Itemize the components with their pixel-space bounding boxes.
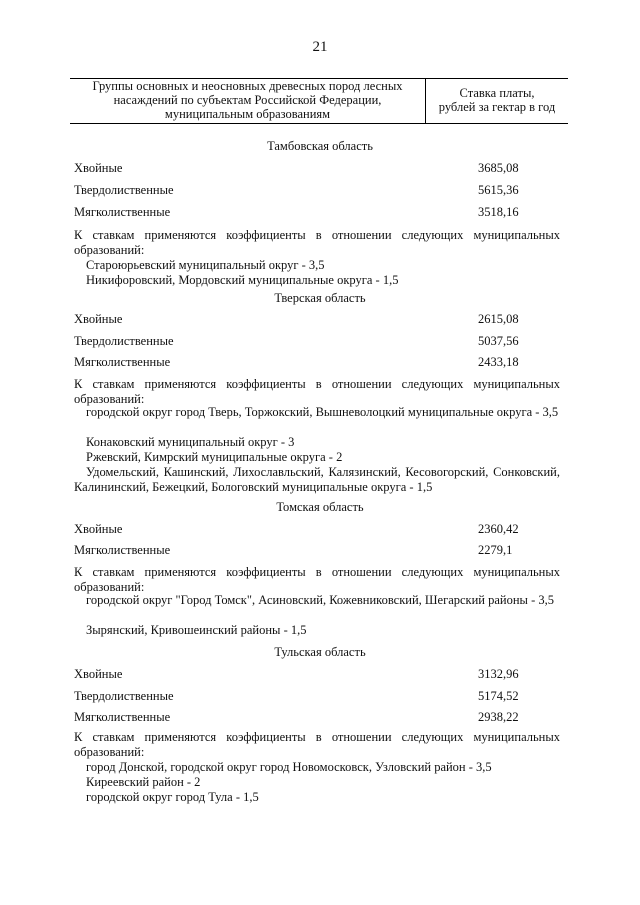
coefficient-intro: К ставкам применяются коэффициенты в отношении следующих муниципальных образований:	[74, 730, 560, 759]
header-line: рублей за гектар в год	[438, 100, 556, 114]
species-label: Мягколиственные	[74, 543, 171, 557]
header-line: насаждений по субъектам Российской Федерации,	[113, 93, 382, 107]
rate-value: 2279,1	[478, 543, 513, 557]
coefficient-item: Ржевский, Кимрский муниципальные округа - 2	[86, 450, 343, 464]
species-label: Хвойные	[74, 522, 123, 536]
species-label: Хвойные	[74, 667, 123, 681]
coefficient-intro: К ставкам применяются коэффициенты в отношении следующих муниципальных образований:	[74, 377, 560, 406]
coefficient-item: Никифоровский, Мордовский муниципальные округа - 1,5	[86, 273, 399, 287]
header-line: Группы основных и неосновных древесных пород лесных	[92, 79, 403, 93]
species-label: Мягколиственные	[74, 355, 171, 369]
species-label: Твердолиственные	[74, 689, 174, 703]
region-title: Тульская область	[274, 645, 366, 659]
coefficient-item: Удомельский, Кашинский, Лихославльский, Калязинский, Кесовогорский, Сонковский, Калининский, Бежецкий, Бологовский муниципальные округа - 1,5	[74, 465, 560, 494]
coefficient-intro: К ставкам применяются коэффициенты в отношении следующих муниципальных образований:	[74, 228, 560, 257]
species-label: Мягколиственные	[74, 205, 171, 219]
rate-value: 3685,08	[478, 161, 519, 175]
species-label: Мягколиственные	[74, 710, 171, 724]
header-line: муниципальным образованиям	[164, 107, 331, 121]
coefficient-item: Зырянский, Кривошеинский районы - 1,5	[86, 623, 307, 637]
rate-value: 2433,18	[478, 355, 519, 369]
species-label: Хвойные	[74, 161, 123, 175]
header-groups-column	[70, 79, 426, 123]
rate-value: 2360,42	[478, 522, 519, 536]
coefficient-item: Староюрьевский муниципальный округ - 3,5	[86, 258, 325, 272]
coefficient-item: городской округ город Тула - 1,5	[86, 790, 259, 804]
table-header	[70, 78, 568, 124]
rate-value: 2615,08	[478, 312, 519, 326]
coefficient-item: городской округ город Тверь, Торжокский, Вышневолоцкий муниципальные округа - 3,5	[86, 405, 559, 419]
species-label: Твердолиственные	[74, 334, 174, 348]
region-title: Томская область	[276, 500, 364, 514]
species-label: Твердолиственные	[74, 183, 174, 197]
rate-value: 3518,16	[478, 205, 519, 219]
rate-value: 5037,56	[478, 334, 519, 348]
coefficient-item: город Донской, городской округ город Новомосковск, Узловский район - 3,5	[86, 760, 492, 774]
rate-value: 5174,52	[478, 689, 519, 703]
coefficient-item: Киреевский район - 2	[86, 775, 201, 789]
header-rate-column	[426, 79, 568, 123]
rate-value: 3132,96	[478, 667, 519, 681]
rate-value: 2938,22	[478, 710, 519, 724]
header-line: Ставка платы,	[459, 86, 535, 100]
region-title: Тверская область	[274, 291, 366, 305]
coefficient-item: городской округ "Город Томск", Асиновский, Кожевниковский, Шегарский районы - 3,5	[86, 593, 554, 607]
species-label: Хвойные	[74, 312, 123, 326]
page-number: 21	[312, 39, 328, 55]
rate-value: 5615,36	[478, 183, 519, 197]
coefficient-intro: К ставкам применяются коэффициенты в отношении следующих муниципальных образований:	[74, 565, 560, 594]
coefficient-item: Конаковский муниципальный округ - 3	[86, 435, 295, 449]
region-title: Тамбовская область	[267, 139, 373, 153]
